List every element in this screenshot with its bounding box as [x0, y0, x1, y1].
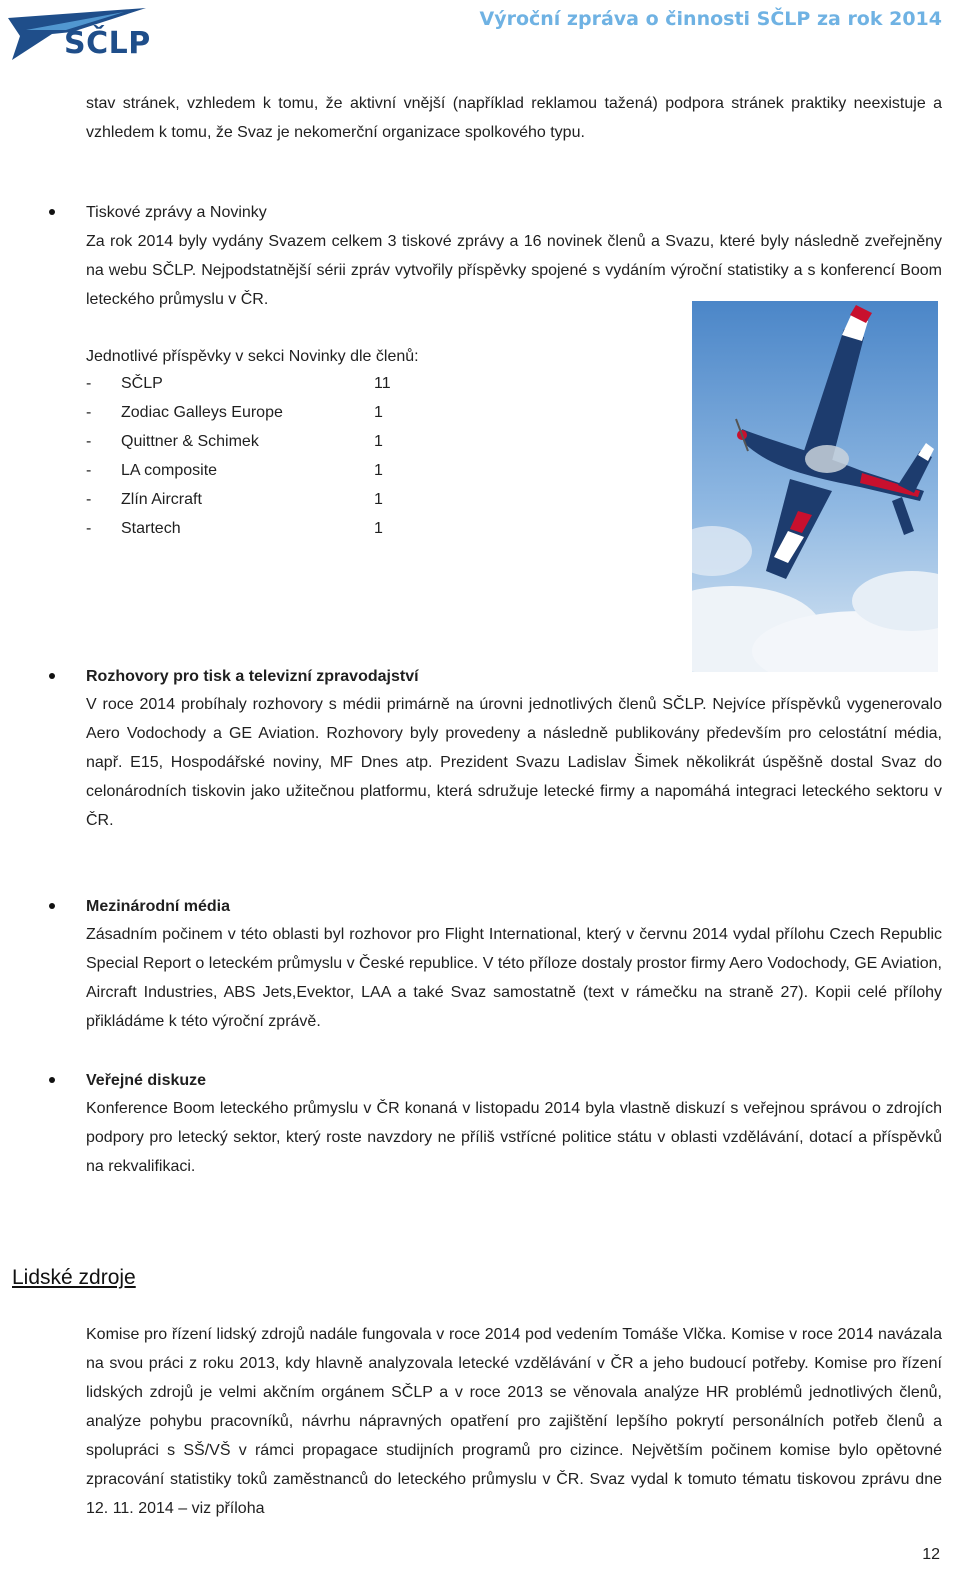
tiskove-paragraph: Za rok 2014 byly vydány Svazem celkem 3 tiskové zprávy a 16 novinek členů a Svazu, které byly následně zveřejněny na webu SČLP. Nejpodstatnější sérii zpráv vytvořily příspěvky spojené s vydáním výroční statistiky a s konferencí Boom leteckého průmyslu v ČR. [86, 233, 942, 308]
member-count: 1 [374, 462, 383, 479]
rozhovory-heading: Rozhovory pro tisk a televizní zpravodajství [86, 668, 419, 685]
bullet-icon [49, 1077, 55, 1083]
list-dash: - [86, 375, 92, 392]
diskuze-heading: Veřejné diskuze [86, 1072, 207, 1089]
member-count: 1 [374, 433, 383, 450]
member-count: 1 [374, 404, 383, 421]
lidske-paragraph: Komise pro řízení lidský zdrojů nadále fungovala v roce 2014 pod vedením Tomáše Vlčka. Komise v roce 2014 navázala na svou práci z roku 2013, kdy hlavně analyzovala letecké vzdělávání v ČR a jeho budoucí potřeby. Komise pro řízení lidských zdrojů je velmi akčním orgánem SČLP a v roce 2013 se věnovala analýze HR problémů jednotlivých členů, analýze pohybu pracovníků, návrhu nápravných opatření pro zajištění lepšího pokrytí personálních potřeb členů a spolupráci s SŠ/VŠ v rámci propagace studijních programů pro cizince. Největším počinem komise bylo opětovné zpracování statistiky toků zaměstnanců do leteckého průmyslu v ČR. Svaz vydal k tomuto tématu tiskovou zprávu dne 12. 11. 2014 – viz příloha [86, 1326, 942, 1517]
bullet-icon [49, 903, 55, 909]
bullet-icon [49, 209, 55, 215]
member-name: SČLP [121, 375, 163, 392]
list-intro: Jednotlivé příspěvky v sekci Novinky dle členů: [86, 348, 419, 365]
page-number: 12 [922, 1546, 940, 1563]
mezinarodni-heading: Mezinárodní média [86, 898, 231, 915]
tiskove-heading: Tiskové zprávy a Novinky [86, 204, 267, 221]
logo-text: SČLP [64, 26, 151, 61]
member-name: Startech [121, 520, 181, 537]
member-name: Zlín Aircraft [121, 491, 202, 508]
intro-paragraph: stav stránek, vzhledem k tomu, že aktivní vnější (například reklamou tažená) podpora stránek praktiky neexistuje a vzhledem k tomu, že Svaz je nekomerční organizace spolkového typu. [86, 95, 942, 141]
rozhovory-paragraph: V roce 2014 probíhaly rozhovory s médii primárně na úrovni jednotlivých členů SČLP. Nejvíce příspěvků vygenerovalo Aero Vodochody a GE Aviation. Rozhovory byly provedeny a následně publikovány především pro celostátní média, např. E15, Hospodářské noviny, MF Dnes atp. Prezident Svazu Ladislav Šimek několikrát úspěšně dostal Svaz do celonárodních tiskovin jako užitečnou platformu, která sdružuje letecké firmy a napomáhá integraci leteckého sektoru v ČR. [86, 696, 942, 829]
member-name: Quittner & Schimek [121, 433, 259, 450]
member-count: 1 [374, 491, 383, 508]
aerobatic-plane-image [692, 301, 938, 672]
airplane-photo [692, 301, 938, 672]
member-count: 1 [374, 520, 383, 537]
bullet-icon [49, 673, 55, 679]
member-name: LA composite [121, 462, 218, 479]
member-name: Zodiac Galleys Europe [121, 404, 283, 421]
list-dash: - [86, 491, 92, 508]
mezinarodni-paragraph: Zásadním počinem v této oblasti byl rozhovor pro Flight International, který v červnu 2014 vydal přílohu Czech Republic Special Report o leteckém průmyslu v České republice. V této příloze dostaly prostor firmy Aero Vodochody, GE Aviation, Aircraft Industries, ABS Jets,Evektor, LAA a také Svaz samostatně (text v rámečku na straně 27). Kopii celé přílohy přikládáme k této výroční zprávě. [86, 926, 942, 1030]
list-dash: - [86, 462, 92, 479]
sclp-logo [6, 4, 156, 64]
diskuze-paragraph: Konference Boom leteckého průmyslu v ČR konaná v listopadu 2014 byla vlastně diskuzí s veřejnou správou o zdrojích podpory pro letecký sektor, který roste navzdory ne příliš vstřícné politice státu v oblasti vzdělávání, dotací a příspěvků na rekvalifikaci. [86, 1100, 942, 1175]
section-title-lidske-zdroje: Lidské zdroje [12, 1266, 136, 1289]
list-dash: - [86, 404, 92, 421]
member-count: 11 [374, 375, 391, 392]
list-dash: - [86, 433, 92, 450]
list-dash: - [86, 520, 92, 537]
document-title: Výroční zpráva o činnosti SČLP za rok 2014 [479, 8, 942, 30]
